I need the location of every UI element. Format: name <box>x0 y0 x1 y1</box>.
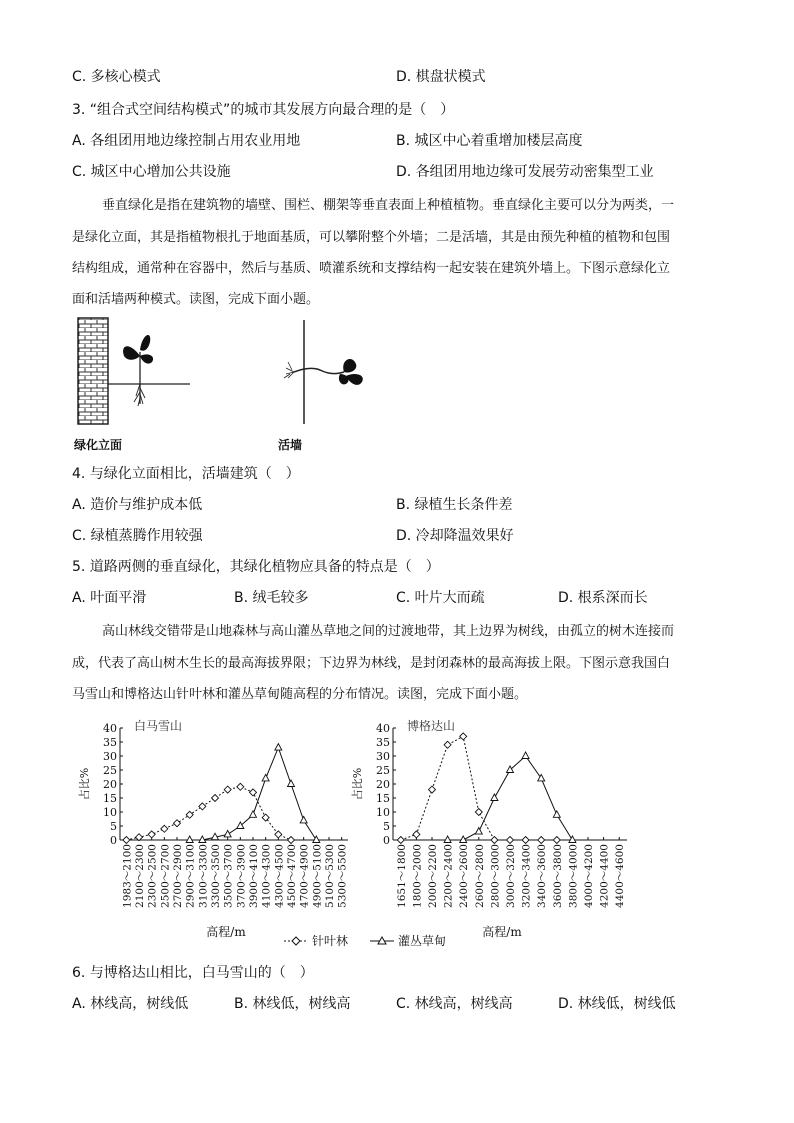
data-point-diamond <box>429 786 436 793</box>
chart-title: 博格达山 <box>407 719 456 733</box>
passage2-line: 成，代表了高山树木生长的最高海拔界限；下边界为林线，是封闭森林的最高海拔上限。下图示意我国白 <box>72 656 671 671</box>
y-tick-label: 5 <box>383 820 390 833</box>
q6-option-a: A. 林线高，树线低 <box>72 996 189 1012</box>
x-tick-label: 2300～2500 <box>146 844 159 908</box>
data-point-diamond <box>553 837 560 844</box>
y-tick-label: 25 <box>376 764 390 777</box>
x-tick-label: 3400～3600 <box>536 844 549 908</box>
q6-option-d: D. 林线低，树线低 <box>558 996 676 1012</box>
data-point-diamond <box>174 820 181 827</box>
x-tick-label: 3100～3300 <box>197 844 210 908</box>
x-tick-label: 3900～4100 <box>248 844 260 908</box>
q4-option-c: C. 绿植蒸腾作用较强 <box>72 528 203 544</box>
passage1-line: 垂直绿化是指在建筑物的墙壁、围栏、棚架等垂直表面上种植植物。垂直绿化主要可以分为两类，一 <box>102 198 675 213</box>
y-tick-label: 15 <box>376 792 390 805</box>
data-point-triangle <box>262 774 269 781</box>
y-tick-label: 20 <box>103 778 117 791</box>
q3-option-a: A. 各组团用地边缘控制占用农业用地 <box>72 133 301 149</box>
x-tick-label: 2900～3100 <box>184 844 197 908</box>
vertical-greening-figure <box>70 312 380 452</box>
data-point-triangle <box>300 816 307 823</box>
figure1-label-left: 绿化立面 <box>74 438 123 452</box>
data-point-diamond <box>275 831 282 838</box>
x-tick-label: 4300～4500 <box>273 844 286 908</box>
data-point-triangle <box>475 828 482 835</box>
x-tick-label: 2500～2700 <box>159 844 172 908</box>
data-point-triangle <box>522 752 529 759</box>
data-point-triangle <box>224 830 231 837</box>
data-point-triangle <box>237 822 244 829</box>
x-axis-label: 高程/m <box>482 925 522 939</box>
q3-option-b: B. 城区中心着重增加楼层高度 <box>396 133 583 149</box>
x-axis-label: 高程/m <box>206 925 246 939</box>
data-point-diamond <box>522 837 529 844</box>
y-tick-label: 0 <box>383 834 390 847</box>
x-tick-label: 3000～3200 <box>505 844 517 908</box>
data-point-diamond <box>237 783 244 790</box>
legend-shrub <box>370 933 446 948</box>
data-point-triangle <box>288 780 295 787</box>
q4-stem: 4. 与绿化立面相比，活墙建筑（ ） <box>72 466 300 482</box>
x-tick-label: 5300～5500 <box>336 844 349 908</box>
x-tick-label: 4000～4200 <box>583 844 595 908</box>
x-tick-label: 3600～3800 <box>551 844 564 908</box>
data-point-triangle <box>444 836 451 843</box>
x-tick-label: 1651～1800 <box>395 844 408 908</box>
y-tick-label: 20 <box>376 778 390 791</box>
x-tick-label: 4100～4300 <box>260 844 273 908</box>
living-wall-plant-icon <box>284 359 363 385</box>
x-tick-label: 2200～2400 <box>442 844 455 908</box>
data-point-diamond <box>123 837 130 844</box>
data-point-triangle <box>460 836 467 843</box>
data-point-diamond <box>161 825 168 832</box>
legend-label-shrub: 灌丛草甸 <box>398 934 447 948</box>
data-point-triangle <box>275 744 282 751</box>
y-tick-label: 0 <box>110 834 117 847</box>
data-point-diamond <box>397 837 404 844</box>
data-point-triangle <box>250 811 257 818</box>
q5-option-d: D. 根系深而长 <box>558 590 648 606</box>
x-tick-label: 3700～3900 <box>235 844 248 908</box>
q3-stem: 3. “组合式空间结构模式”的城市其发展方向最合理的是（ ） <box>72 102 455 118</box>
x-tick-label: 3200～3400 <box>520 844 533 908</box>
chart-legend <box>280 932 470 950</box>
data-point-diamond <box>212 795 219 802</box>
x-tick-label: 4900～5100 <box>311 844 324 908</box>
legend-conifer <box>284 933 348 948</box>
x-tick-label: 4500～4700 <box>286 844 298 908</box>
q6-stem: 6. 与博格达山相比，白马雪山的（ ） <box>72 965 314 981</box>
passage1-line: 结构组成，通常种在容器中，然后与基质、喷灌系统和支撑结构一起安装在建筑外墙上。下图示意绿化立 <box>72 261 671 276</box>
x-tick-label: 5100～5300 <box>324 844 336 908</box>
data-point-diamond <box>199 803 206 810</box>
chart-title: 白马雪山 <box>134 719 183 733</box>
q5-stem: 5. 道路两侧的垂直绿化，其绿化植物应具备的特点是（ ） <box>72 559 440 575</box>
y-tick-label: 30 <box>103 750 117 763</box>
data-point-triangle <box>186 836 193 843</box>
y-tick-label: 40 <box>376 722 390 735</box>
q4-option-d: D. 冷却降温效果好 <box>396 528 514 544</box>
y-axis-label: 占比% <box>78 767 91 801</box>
x-tick-label: 2100～2300 <box>134 844 146 908</box>
x-tick-label: 4200～4400 <box>598 844 611 908</box>
passage1-line: 是绿化立面，其是指植物根扎于地面基质，可以攀附整个外墙；二是活墙，其是由预先种植的植物和包围 <box>72 230 671 245</box>
y-tick-label: 25 <box>103 764 117 777</box>
x-tick-label: 2400～2600 <box>458 844 471 908</box>
data-point-diamond <box>413 831 420 838</box>
x-tick-label: 3300～3500 <box>210 844 222 908</box>
data-point-triangle <box>491 794 498 801</box>
y-tick-label: 5 <box>110 820 117 833</box>
data-point-diamond <box>475 809 482 816</box>
x-tick-label: 2700～2900 <box>172 844 184 908</box>
x-tick-label: 1800～2000 <box>411 844 424 908</box>
y-tick-label: 40 <box>103 722 117 735</box>
y-axis-label: 占比% <box>351 767 364 801</box>
data-point-diamond <box>491 837 498 844</box>
data-point-diamond <box>538 837 545 844</box>
q3-option-c: C. 城区中心增加公共设施 <box>72 164 231 180</box>
legend-label-conifer: 针叶林 <box>312 934 349 948</box>
data-point-triangle <box>507 766 514 773</box>
x-tick-label: 1983～2100 <box>121 844 134 908</box>
q6-option-c: C. 林线高，树线高 <box>396 996 513 1012</box>
series-line <box>401 736 557 840</box>
y-tick-label: 30 <box>376 750 390 763</box>
y-tick-label: 10 <box>376 806 390 819</box>
q6-option-b: B. 林线低，树线高 <box>234 996 351 1012</box>
data-point-diamond <box>250 789 257 796</box>
y-tick-label: 35 <box>376 736 390 749</box>
q4-option-b: B. 绿植生长条件差 <box>396 497 513 513</box>
q2-option-d: D. 棋盘状模式 <box>396 69 486 85</box>
data-point-diamond <box>224 786 231 793</box>
x-tick-label: 3500～3700 <box>222 844 235 908</box>
y-tick-label: 10 <box>103 806 117 819</box>
x-tick-label: 3800～4000 <box>567 844 580 908</box>
q5-option-b: B. 绒毛较多 <box>234 590 309 606</box>
data-point-diamond <box>444 741 451 748</box>
y-tick-label: 15 <box>103 792 117 805</box>
passage2-line: 马雪山和博格达山针叶林和灌丛草甸随高程的分布情况。读图，完成下面小题。 <box>72 687 528 702</box>
data-point-diamond <box>148 831 155 838</box>
data-point-diamond <box>186 811 193 818</box>
plant-icon <box>123 335 153 406</box>
diamond-marker-icon <box>292 937 300 945</box>
x-tick-label: 4700～4900 <box>298 844 311 908</box>
y-tick-label: 35 <box>103 736 117 749</box>
x-tick-label: 2000～2200 <box>427 844 439 908</box>
data-point-diamond <box>460 733 467 740</box>
q5-option-a: A. 叶面平滑 <box>72 590 147 606</box>
q5-option-c: C. 叶片大而疏 <box>396 590 485 606</box>
q3-option-d: D. 各组团用地边缘可发展劳动密集型工业 <box>396 164 654 180</box>
data-point-diamond <box>507 837 514 844</box>
x-tick-label: 2600～2800 <box>473 844 486 908</box>
data-point-triangle <box>553 811 560 818</box>
brick-wall <box>78 318 108 424</box>
passage2-line: 高山林线交错带是山地森林与高山灌丛草地之间的过渡地带，其上边界为树线，由孤立的树木连接而 <box>102 624 675 639</box>
x-tick-label: 4400～4600 <box>614 844 627 908</box>
elevation-distribution-charts <box>0 706 794 956</box>
x-tick-label: 2800～3000 <box>489 844 502 908</box>
data-point-diamond <box>288 837 295 844</box>
figure1-label-right: 活墙 <box>278 438 303 452</box>
q2-option-c: C. 多核心模式 <box>72 69 161 85</box>
q4-option-a: A. 造价与维护成本低 <box>72 497 203 513</box>
passage1-line: 面和活墙两种模式。读图，完成下面小题。 <box>72 292 320 307</box>
